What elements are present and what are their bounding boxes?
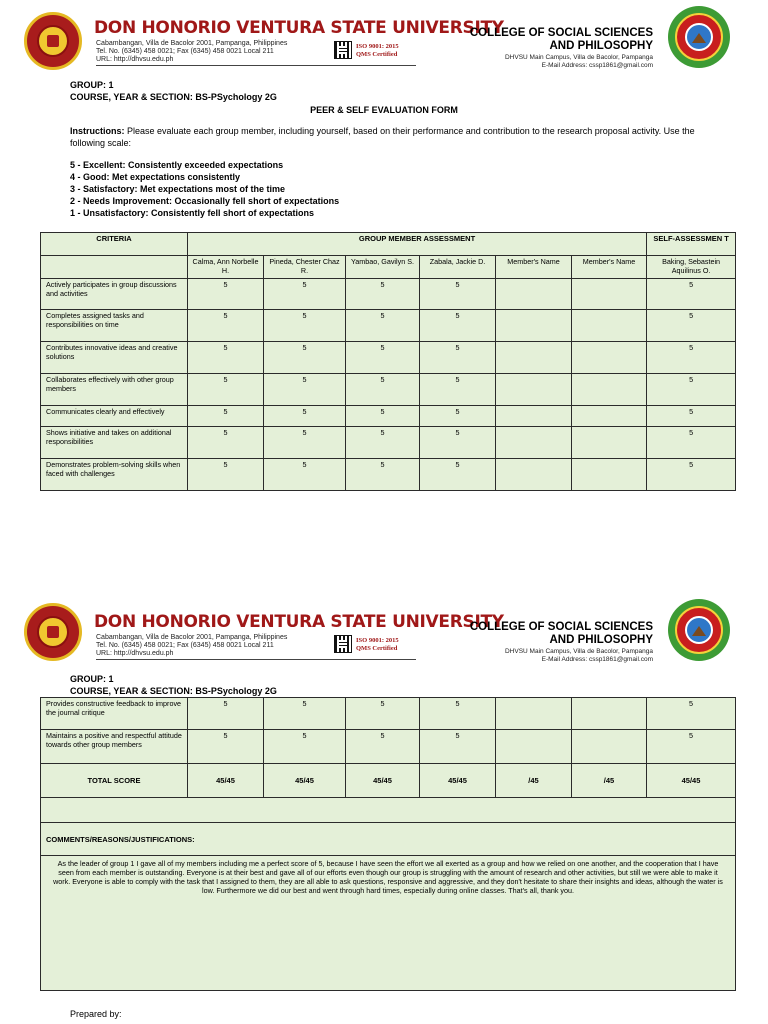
criterion-cell: Shows initiative and takes on additional responsibilities — [41, 427, 188, 459]
table-row — [41, 342, 736, 374]
criterion-cell: Completes assigned tasks and responsibilities on time — [41, 310, 188, 342]
college-seal-icon — [668, 6, 730, 68]
iso-label: ISO 9001: 2015 — [356, 43, 399, 50]
table-row — [41, 374, 736, 406]
member-names-row — [41, 256, 736, 279]
self-score-cell: 5 — [647, 730, 736, 764]
score-cell: 5 — [346, 406, 420, 427]
scale-item: 2 - Needs Improvement: Occasionally fell short of expectations — [70, 196, 340, 206]
college-name-line2: AND PHILOSOPHY — [549, 634, 653, 646]
score-cell — [496, 730, 572, 764]
score-cell: 5 — [188, 459, 264, 491]
score-cell: 5 — [420, 406, 496, 427]
score-cell — [496, 427, 572, 459]
member-name: Member's Name — [572, 256, 647, 279]
comments-row — [41, 856, 736, 991]
campus-line: DHVSU Main Campus, Villa de Bacolor, Pampanga — [504, 648, 653, 655]
score-cell: 5 — [264, 427, 346, 459]
score-cell — [572, 310, 647, 342]
score-cell: 5 — [346, 730, 420, 764]
self-name: Baking, Sebastein Aquilinus O. — [647, 256, 736, 279]
score-cell — [572, 427, 647, 459]
instructions-line2: following scale: — [70, 138, 132, 148]
self-score-cell: 5 — [647, 406, 736, 427]
group-label: GROUP: 1 — [70, 674, 114, 684]
total-score: /45 — [572, 764, 647, 798]
url-line: URL: http://dhvsu.edu.ph — [96, 650, 174, 657]
campus-line: DHVSU Main Campus, Villa de Bacolor, Pampanga — [504, 54, 653, 61]
score-cell — [496, 310, 572, 342]
email-line: E-Mail Address: cssp1861@gmail.com — [541, 656, 653, 663]
score-cell: 5 — [420, 374, 496, 406]
qr-code-icon — [334, 635, 352, 653]
member-name: Yambao, Gavilyn S. — [346, 256, 420, 279]
score-cell: 5 — [420, 730, 496, 764]
score-cell: 5 — [346, 279, 420, 310]
score-cell — [572, 279, 647, 310]
score-cell: 5 — [346, 698, 420, 730]
score-cell — [496, 374, 572, 406]
scale-item: 1 - Unsatisfactory: Consistently fell short of expectations — [70, 208, 315, 218]
prepared-by-label: Prepared by: — [70, 1009, 122, 1019]
blank-cell — [41, 256, 188, 279]
table-row — [41, 698, 736, 730]
header-divider — [96, 65, 416, 66]
score-cell: 5 — [264, 698, 346, 730]
self-score-cell: 5 — [647, 698, 736, 730]
score-cell: 5 — [346, 459, 420, 491]
college-name-line1: COLLEGE OF SOCIAL SCIENCES — [469, 621, 653, 633]
total-score: 45/45 — [420, 764, 496, 798]
score-cell: 5 — [188, 310, 264, 342]
university-seal-icon — [24, 603, 82, 661]
qms-label: QMS Certified — [356, 51, 398, 58]
criterion-cell: Maintains a positive and respectful attitude towards other group members — [41, 730, 188, 764]
member-name: Calma, Ann Norbelle H. — [188, 256, 264, 279]
comments-label-row — [41, 823, 736, 856]
criterion-cell: Contributes innovative ideas and creative solutions — [41, 342, 188, 374]
total-score: 45/45 — [647, 764, 736, 798]
score-cell: 5 — [346, 342, 420, 374]
criterion-cell: Provides constructive feedback to improve the journal critique — [41, 698, 188, 730]
instructions-text: Please evaluate each group member, including yourself, based on their performance and contribution to the research proposal activity. Use the — [124, 126, 695, 136]
total-score: 45/45 — [188, 764, 264, 798]
address-line: Cabambangan, Villa de Bacolor 2001, Pampanga, Philippines — [96, 40, 288, 47]
member-name: Zabala, Jackie D. — [420, 256, 496, 279]
address-line: Cabambangan, Villa de Bacolor 2001, Pampanga, Philippines — [96, 634, 288, 641]
score-cell: 5 — [346, 427, 420, 459]
url-line: URL: http://dhvsu.edu.ph — [96, 56, 174, 63]
score-cell — [496, 698, 572, 730]
page1-rows — [41, 279, 736, 491]
score-cell — [496, 459, 572, 491]
score-cell: 5 — [188, 698, 264, 730]
score-cell: 5 — [420, 698, 496, 730]
member-name: Pineda, Chester Chaz R. — [264, 256, 346, 279]
total-score-row — [41, 764, 736, 798]
score-cell: 5 — [420, 427, 496, 459]
scale-item: 5 - Excellent: Consistently exceeded expectations — [70, 160, 284, 170]
total-score: /45 — [496, 764, 572, 798]
criterion-cell: Communicates clearly and effectively — [41, 406, 188, 427]
qms-label: QMS Certified — [356, 645, 398, 652]
group-label: GROUP: 1 — [70, 80, 114, 90]
score-cell: 5 — [188, 374, 264, 406]
blank-row — [41, 798, 736, 823]
phone-line: Tel. No. (6345) 458 0021; Fax (6345) 458 0021 Local 211 — [96, 48, 274, 55]
university-name: DON HONORIO VENTURA STATE UNIVERSITY — [94, 612, 504, 632]
score-cell — [572, 698, 647, 730]
table-row — [41, 406, 736, 427]
table-row — [41, 730, 736, 764]
score-cell: 5 — [420, 459, 496, 491]
table-row — [41, 427, 736, 459]
total-score: 45/45 — [346, 764, 420, 798]
phone-line: Tel. No. (6345) 458 0021; Fax (6345) 458 0021 Local 211 — [96, 642, 274, 649]
score-cell: 5 — [264, 406, 346, 427]
page2-rows — [41, 698, 736, 764]
score-cell: 5 — [264, 730, 346, 764]
member-name: Member's Name — [496, 256, 572, 279]
qr-code-icon — [334, 41, 352, 59]
score-cell — [496, 342, 572, 374]
score-cell: 5 — [264, 342, 346, 374]
score-cell: 5 — [420, 279, 496, 310]
score-cell — [572, 406, 647, 427]
evaluation-table-page2 — [40, 697, 736, 991]
evaluation-table-page1 — [40, 232, 736, 491]
self-score-cell: 5 — [647, 427, 736, 459]
comments-label: COMMENTS/REASONS/JUSTIFICATIONS: — [41, 823, 736, 856]
score-cell — [496, 279, 572, 310]
total-score-label: TOTAL SCORE — [41, 764, 188, 798]
score-cell — [572, 459, 647, 491]
table-row — [41, 279, 736, 310]
self-assessment-header: SELF-ASSESSMEN T — [647, 233, 736, 256]
college-name-line2: AND PHILOSOPHY — [549, 40, 653, 52]
iso-label: ISO 9001: 2015 — [356, 637, 399, 644]
score-cell: 5 — [188, 279, 264, 310]
table-row — [41, 310, 736, 342]
scale-item: 3 - Satisfactory: Met expectations most of the time — [70, 184, 286, 194]
score-cell: 5 — [188, 342, 264, 374]
scale-item: 4 - Good: Met expectations consistently — [70, 172, 241, 182]
score-cell: 5 — [188, 730, 264, 764]
score-cell: 5 — [264, 310, 346, 342]
instructions-label: Instructions: — [70, 126, 125, 136]
self-score-cell: 5 — [647, 342, 736, 374]
university-seal-icon — [24, 12, 82, 70]
header-divider — [96, 659, 416, 660]
blank-cell — [41, 798, 736, 823]
score-cell: 5 — [264, 279, 346, 310]
score-cell — [496, 406, 572, 427]
self-score-cell: 5 — [647, 374, 736, 406]
criterion-cell: Demonstrates problem-solving skills when faced with challenges — [41, 459, 188, 491]
email-line: E-Mail Address: cssp1861@gmail.com — [541, 62, 653, 69]
criterion-cell: Collaborates effectively with other group members — [41, 374, 188, 406]
college-name-line1: COLLEGE OF SOCIAL SCIENCES — [469, 27, 653, 39]
score-cell: 5 — [188, 427, 264, 459]
group-member-header: GROUP MEMBER ASSESSMENT — [188, 233, 647, 256]
score-cell: 5 — [264, 459, 346, 491]
comment-text: As the leader of group 1 I gave all of my members including me a perfect score of 5, because I have seen the effort we all exerted as a group and how we relied on one another, and the cooperation that I have seen from each member is outstanding. Everyone is at their best and gave all of our efforts even though our group is struggling with the amount of research and other activities, but still we were able to make it work. Everyone is able to comply with the task that I assigned to them, they are all able to ask questions, responsive and aggressive, and they don't hesitate to share their insights and ideas, although the water is low. Furthermore we did our best and went through hard times, especially during online classes. That's all, thank you. — [41, 856, 736, 991]
course-label: COURSE, YEAR & SECTION: BS-PSychology 2G — [70, 686, 277, 696]
university-name: DON HONORIO VENTURA STATE UNIVERSITY — [94, 18, 504, 38]
score-cell: 5 — [420, 310, 496, 342]
self-score-cell: 5 — [647, 459, 736, 491]
score-cell: 5 — [420, 342, 496, 374]
criterion-cell: Actively participates in group discussions and activities — [41, 279, 188, 310]
score-cell: 5 — [188, 406, 264, 427]
criteria-header: CRITERIA — [41, 233, 188, 256]
table-header-row — [41, 233, 736, 256]
score-cell — [572, 730, 647, 764]
course-label: COURSE, YEAR & SECTION: BS-PSychology 2G — [70, 92, 277, 102]
score-cell: 5 — [264, 374, 346, 406]
score-cell — [572, 342, 647, 374]
score-cell: 5 — [346, 310, 420, 342]
total-score: 45/45 — [264, 764, 346, 798]
self-score-cell: 5 — [647, 279, 736, 310]
form-title: PEER & SELF EVALUATION FORM — [310, 105, 458, 115]
self-score-cell: 5 — [647, 310, 736, 342]
college-seal-icon — [668, 599, 730, 661]
table-row — [41, 459, 736, 491]
score-cell — [572, 374, 647, 406]
instructions-line1 — [70, 126, 695, 137]
score-cell: 5 — [346, 374, 420, 406]
